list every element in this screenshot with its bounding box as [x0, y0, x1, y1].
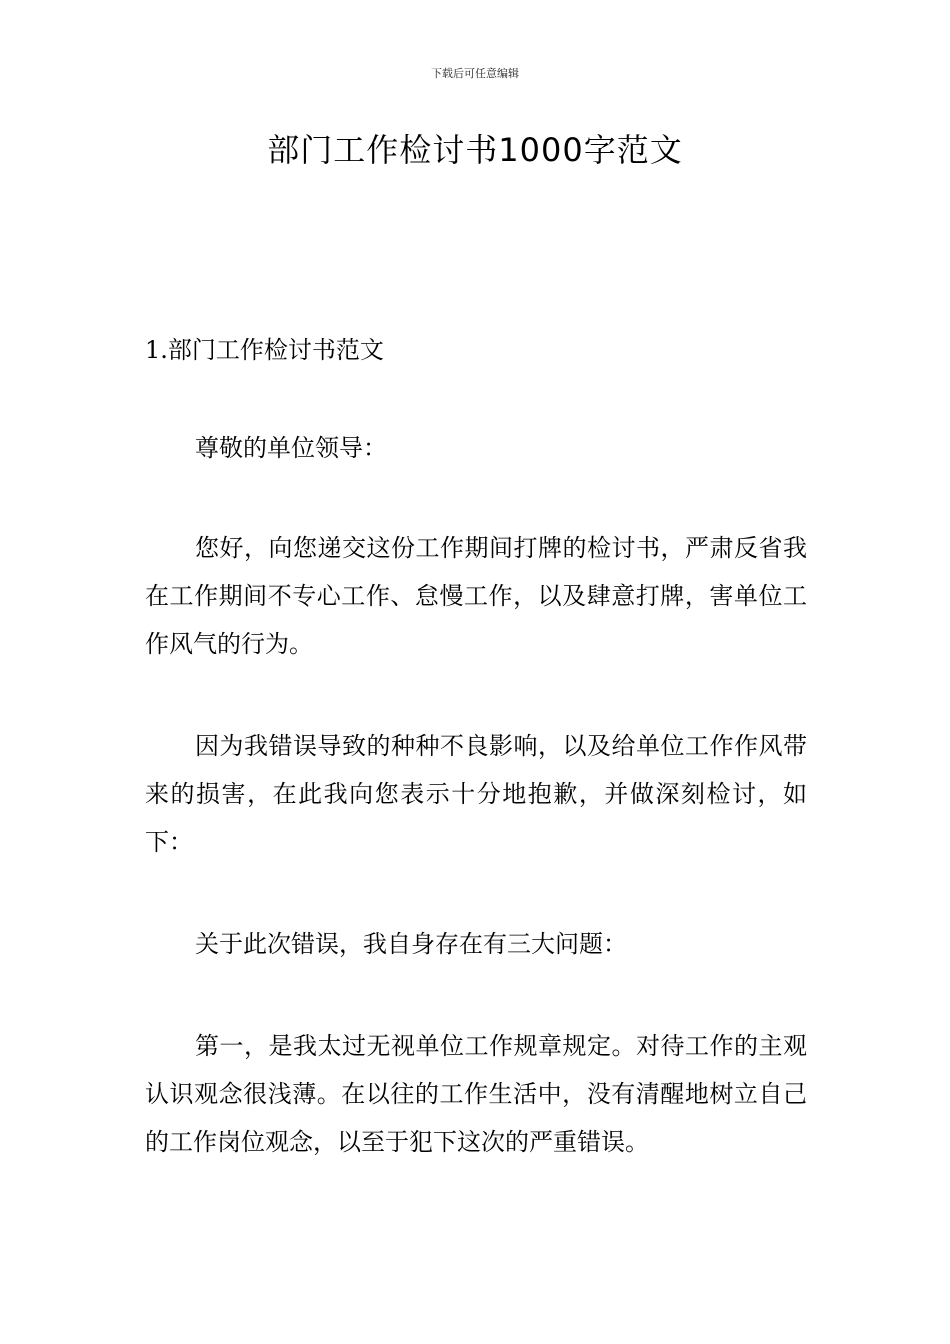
body-paragraph-3: 关于此次错误，我自身存在有三大问题： [195, 930, 627, 958]
body-paragraph-2: 因为我错误导致的种种不良影响，以及给单位工作作风带来的损害，在此我向您表示十分地抱歉，并做深刻检讨，如下： [145, 732, 807, 856]
header-note: 下载后可任意编辑 [431, 67, 519, 80]
section-heading: 1.部门工作检讨书范文 [145, 336, 384, 364]
salutation-paragraph: 尊敬的单位领导： [195, 434, 387, 462]
body-paragraph-1: 您好，向您递交这份工作期间打牌的检讨书，严肃反省我在工作期间不专心工作、怠慢工作，以及肆意打牌，害单位工作风气的行为。 [145, 534, 807, 658]
document-title: 部门工作检讨书1000字范文 [267, 131, 683, 169]
body-paragraph-4: 第一，是我太过无视单位工作规章规定。对待工作的主观认识观念很浅薄。在以往的工作生活中，没有清醒地树立自己的工作岗位观念，以至于犯下这次的严重错误。 [145, 1032, 807, 1156]
